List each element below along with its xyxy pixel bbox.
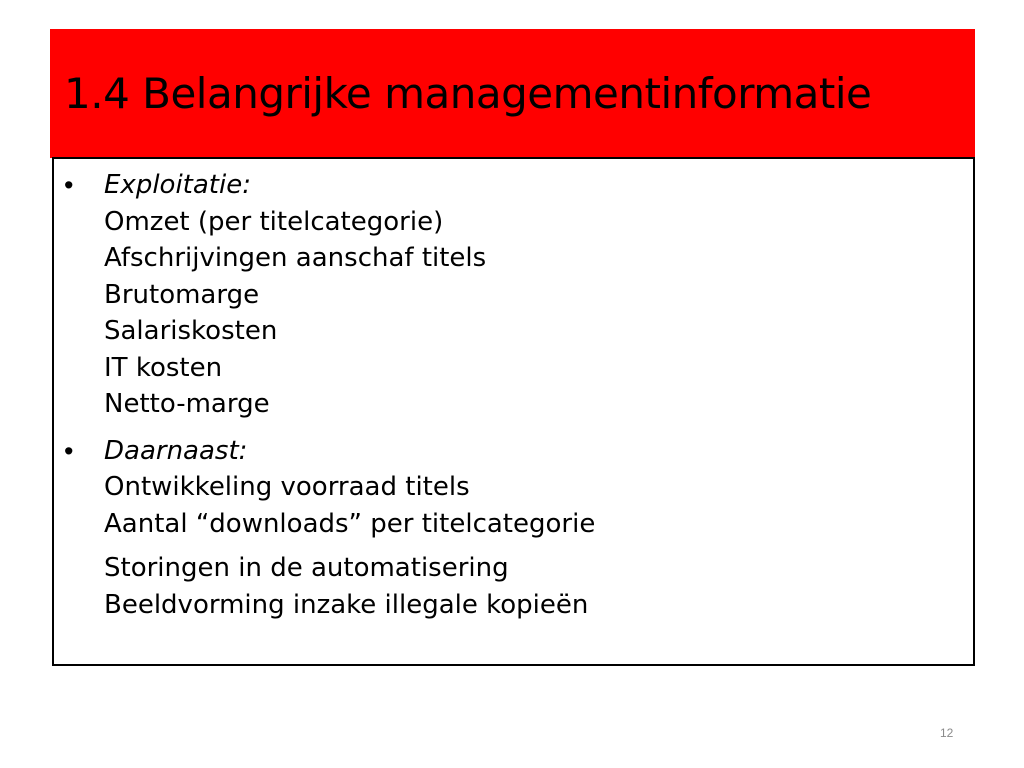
bullet-heading: Exploitatie: (104, 170, 251, 200)
sub-paragraph (104, 550, 595, 623)
list-item: Omzet (per titelcategorie) (104, 206, 444, 237)
list-item: IT kosten (104, 352, 223, 383)
content-box (52, 157, 975, 666)
slide-title-bar (50, 29, 975, 158)
bullet-item-exploitatie (64, 167, 595, 423)
list-item: Salariskosten (104, 316, 278, 346)
list-item: Netto-marge (104, 389, 270, 419)
bullet-icon: • (64, 435, 74, 466)
bullet-item-daarnaast (64, 433, 595, 624)
slide-number: 12 (940, 726, 954, 740)
bullet-heading: Daarnaast: (104, 435, 248, 466)
list-item: Ontwikkeling voorraad titels (104, 472, 470, 502)
list-item: Brutomarge (104, 279, 260, 310)
list-item: Beeldvorming inzake illegale kopieën (104, 589, 589, 620)
bullet-icon: • (64, 170, 74, 200)
list-item: Storingen in de automatisering (104, 553, 509, 583)
slide-title: 1.4 Belangrijke managementinformatie (64, 68, 872, 118)
list-item: Afschrijvingen aanschaf titels (104, 243, 487, 273)
bullet-list (64, 167, 595, 633)
list-item: Aantal “downloads” per titelcategorie (104, 508, 596, 539)
